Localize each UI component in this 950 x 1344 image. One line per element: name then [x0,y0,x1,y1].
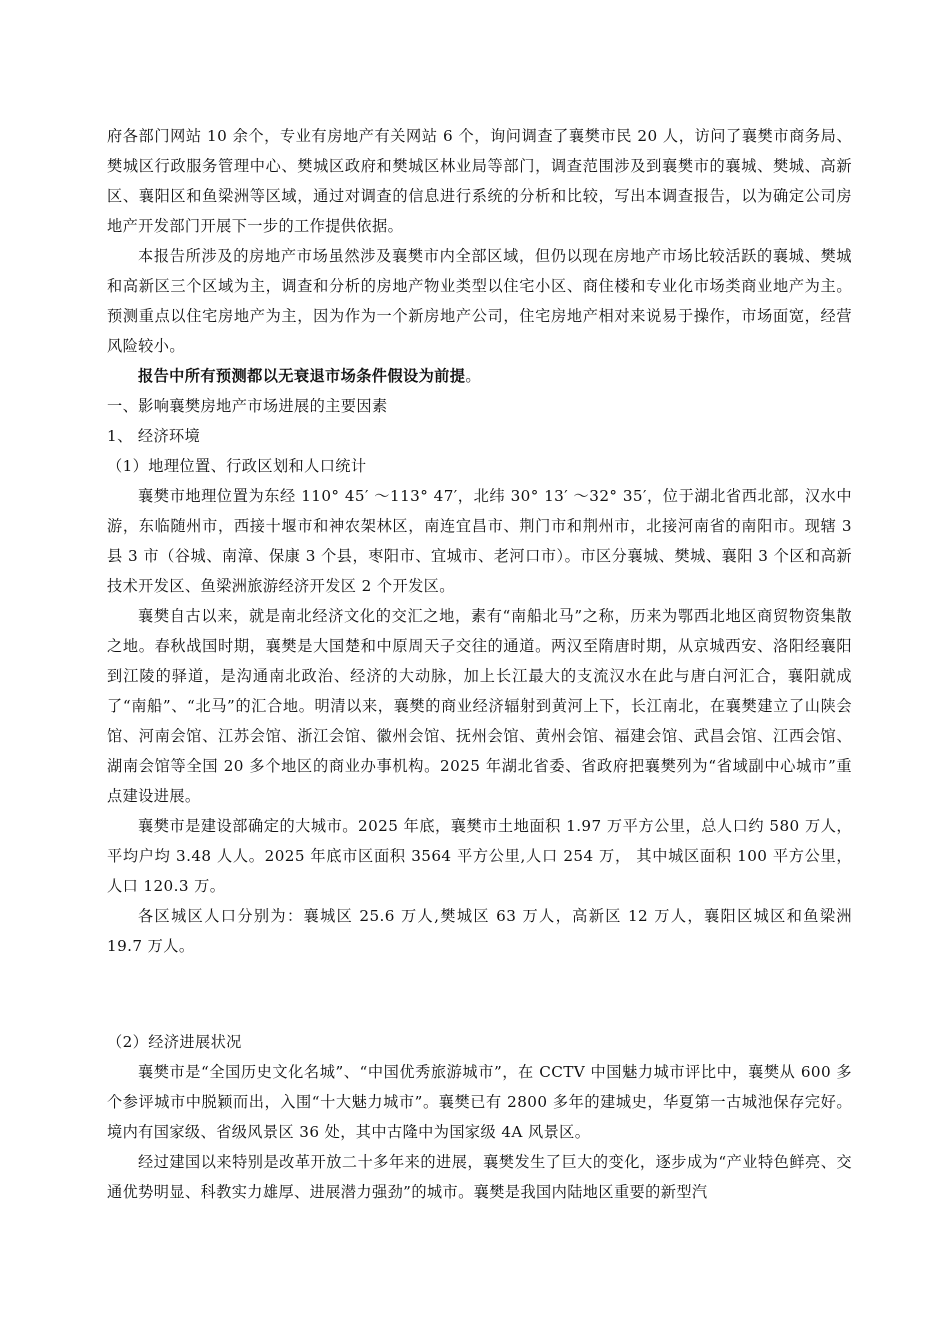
document-body [107,121,852,1207]
assumption-statement: 报告中所有预测都以无衰退市场条件假设为前提 [138,367,466,385]
section-heading-factors: 一、影响襄樊房地产市场进展的主要因素 [107,397,388,415]
paragraph-district-population: 各区城区人口分别为：襄城区 25.6 万人,樊城区 63 万人，高新区 12 万人，襄阳区城区和鱼梁洲 19.7 万人。 [107,907,852,955]
sub-subsection-heading-geography: （1）地理位置、行政区划和人口统计 [107,457,367,475]
spacer [107,961,852,1027]
paragraph-population: 襄樊市是建设部确定的大城市。2025 年底，襄樊市土地面积 1.97 万平方公里，总人口约 580 万人，平均户均 3.48 人人。2025 年底市区面积 3564 平方公里,人口 254 万， 其中城区面积 100 平方公里，人口 120.3 万。 [107,817,852,895]
paragraph-scope: 本报告所涉及的房地产市场虽然涉及襄樊市内全部区域，但仍以现在房地产市场比较活跃的襄城、樊城和高新区三个区域为主，调查和分析的房地产物业类型以住宅小区、商住楼和专业化市场类商业地产为主。预测重点以住宅房地产为主，因为作为一个新房地产公司，住宅房地产相对来说易于操作，市场面宽，经营风险较小。 [107,247,852,355]
paragraph-geography: 襄樊市地理位置为东经 110° 45′ ～113° 47′，北纬 30° 13′ ～32° 35′，位于湖北省西北部，汉水中游，东临随州市，西接十堰市和神农架林区，南连宜昌市、荆门市和荆州市，北接河南省的南阳市。现辖 3 县 3 市（谷城、南漳、保康 3 个县，枣阳市、宜城市、老河口市）。市区分襄城、樊城、襄阳 3 个区和高新技术开发区、鱼梁洲旅游经济开发区 2 个开发区。 [107,487,852,595]
paragraph-development: 经过建国以来特别是改革开放二十多年来的进展，襄樊发生了巨大的变化，逐步成为“产业特色鲜亮、交通优势明显、科教实力雄厚、进展潜力强劲”的城市。襄樊是我国内陆地区重要的新型汽 [107,1153,852,1201]
subsection-heading-economy: 1、 经济环境 [107,427,201,445]
paragraph-assumption [107,361,852,391]
paragraph-intro-continued: 府各部门网站 10 余个，专业有房地产有关网站 6 个，询问调查了襄樊市民 20 人，访问了襄樊市商务局、樊城区行政服务管理中心、樊城区政府和樊城区林业局等部门，调查范围涉及到襄樊市的襄城、樊城、高新区、襄阳区和鱼梁洲等区域，通过对调查的信息进行系统的分析和比较，写出本调查报告，以为确定公司房地产开发部门开展下一步的工作提供依据。 [107,127,852,235]
paragraph-history: 襄樊自古以来，就是南北经济文化的交汇之地，素有“南船北马”之称，历来为鄂西北地区商贸物资集散之地。春秋战国时期，襄樊是大国楚和中原周天子交往的通道。两汉至隋唐时期，从京城西安、洛阳经襄阳到江陵的驿道，是沟通南北政治、经济的大动脉，加上长江最大的支流汉水在此与唐白河汇合，襄阳就成了“南船”、“北马”的汇合地。明清以来，襄樊的商业经济辐射到黄河上下，长江南北，在襄樊建立了山陕会馆、河南会馆、江苏会馆、浙江会馆、徽州会馆、抚州会馆、黄州会馆、福建会馆、武昌会馆、江西会馆、湖南会馆等全国 20 多个地区的商业办事机构。2025 年湖北省委、省政府把襄樊列为“省域副中心城市”重点建设进展。 [107,607,852,805]
paragraph-culture-tourism: 襄樊市是“全国历史文化名城”、“中国优秀旅游城市”，在 CCTV 中国魅力城市评比中，襄樊从 600 多个参评城市中脱颖而出，入围“十大魅力城市”。襄樊已有 2800 多年的建城史，华夏第一古城池保存完好。境内有国家级、省级风景区 36 处，其中古隆中为国家级 4A 风景区。 [107,1063,852,1141]
sub-subsection-heading-economic-status: （2）经济进展状况 [107,1033,242,1051]
assumption-period: 。 [465,367,481,385]
